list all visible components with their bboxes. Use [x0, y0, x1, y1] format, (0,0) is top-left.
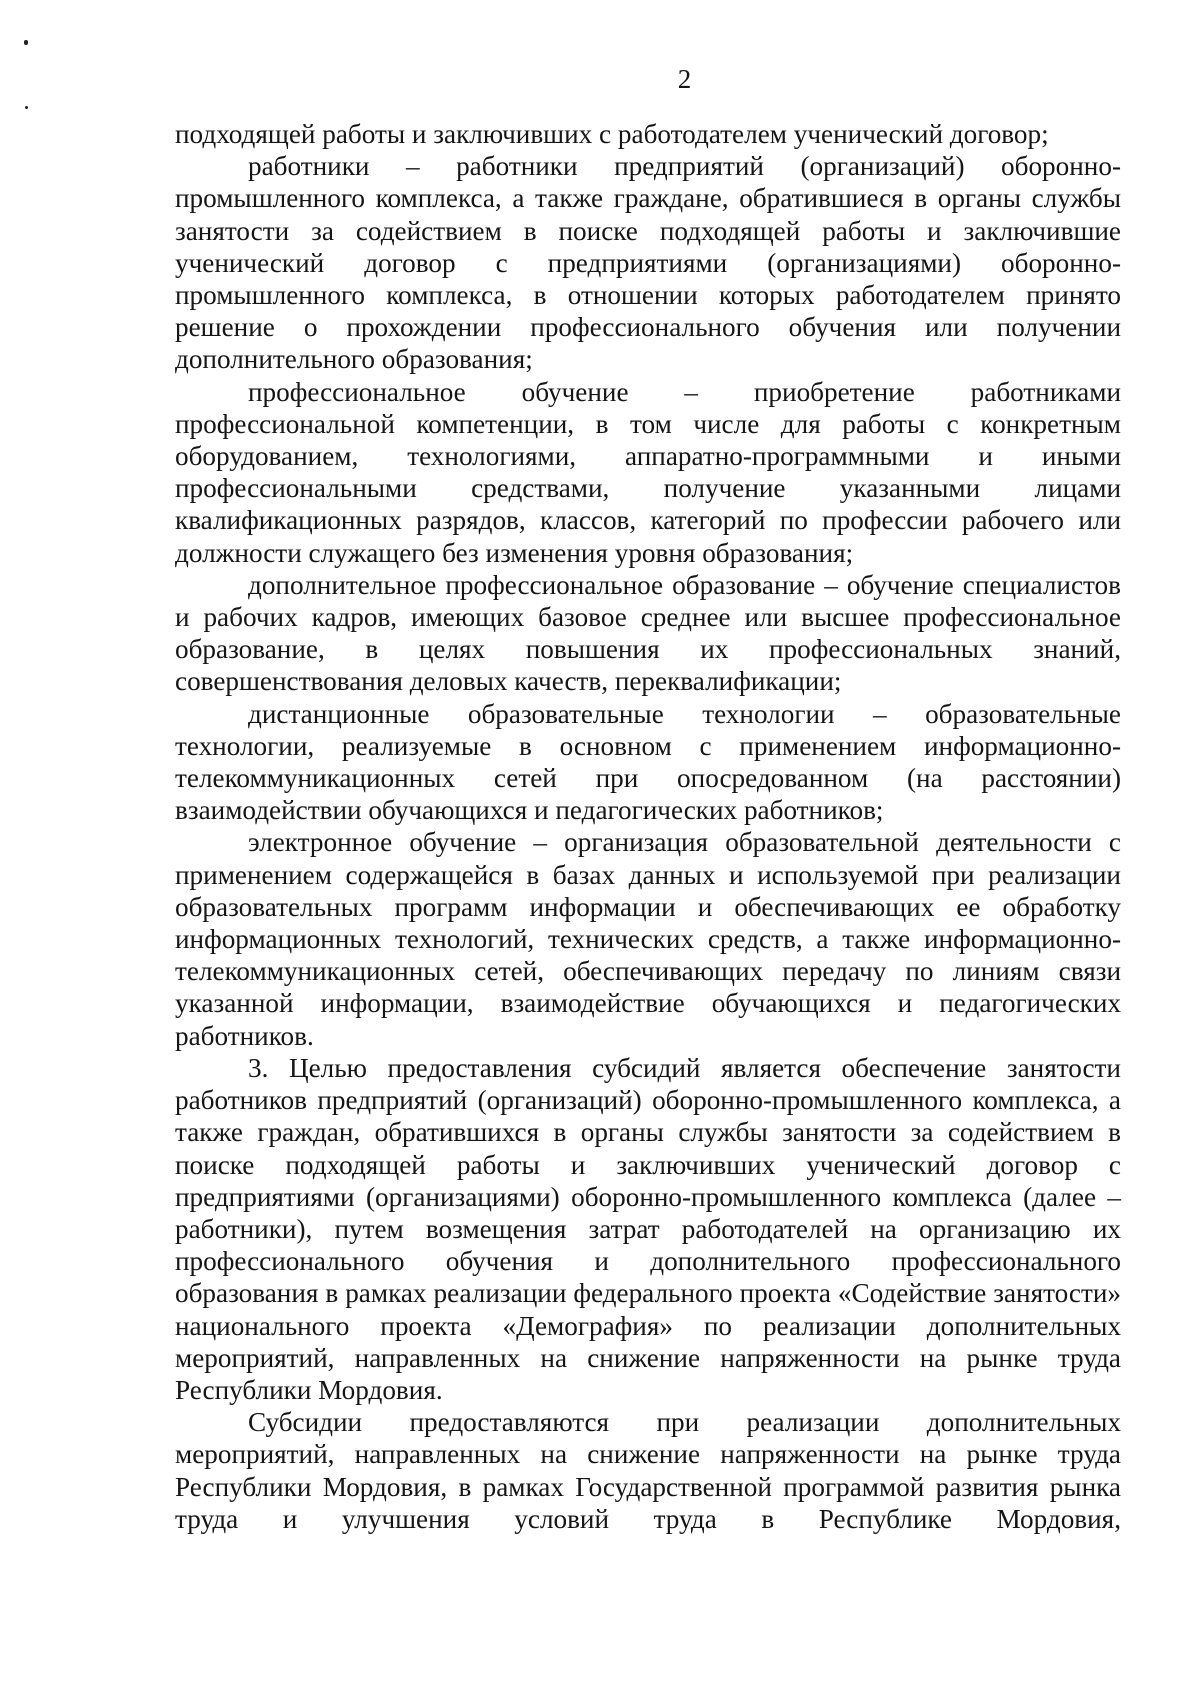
definition-additional-education: дополнительное профессиональное образование – обучение специалистов и рабочих кадров, имеющих базовое среднее или высшее профессиональное образование, в целях повышения их профессиональных знаний, совершенствования деловых качеств, переквалификации; — [175, 569, 1121, 697]
scan-speck — [25, 106, 28, 109]
page-number: 2 — [677, 64, 692, 94]
paragraph-subsidy-conditions: Субсидии предоставляются при реализации дополнительных мероприятий, направленных на снижение напряженности на рынке труда Республики Мордовия, в рамках Государственной программой развития рынка труда и улучшения условий труда в Республике Мордовия, — [175, 1407, 1121, 1534]
definition-professional-training: профессиональное обучение – приобретение работниками профессиональной компетенции, в том числе для работы с конкретным оборудованием, технологиями, аппаратно-программными и иными профессиональными средствами, получение указанными лицами квалификационных разрядов, классов, категорий по профессии рабочего или должности служащего без изменения уровня образования; — [175, 376, 1121, 568]
paragraph-subsidy-purpose: 3. Целью предоставления субсидий является обеспечение занятости работников предприятий (организаций) оборонно-промышленного комплекса, а также граждан, обратившихся в органы службы занятости за содействием в поиске подходящей работы и заключивших ученический договор с предприятиями (организациями) оборонно-промышленного комплекса (далее – работники), путем возмещения затрат работодателей на организацию их профессионального обучения и дополнительного профессионального образования в рамках реализации федерального проекта «Содействие занятости» национального проекта «Демография» по реализации дополнительных мероприятий, направленных на снижение напряженности на рынке труда Республики Мордовия. — [175, 1052, 1121, 1405]
document-body — [175, 118, 1121, 1535]
definition-workers: работники – работники предприятий (организаций) оборонно-промышленного комплекса, а также граждане, обратившиеся в органы службы занятости за содействием в поиске подходящей работы и заключившие ученический договор с предприятиями (организациями) оборонно-промышленного комплекса, в отношении которых работодателем принято решение о прохождении профессионального обучения или получении дополнительного образования; — [175, 151, 1121, 375]
definition-distance-technologies: дистанционные образовательные технологии – образовательные технологии, реализуемые в основном с применением информационно-телекоммуникационных сетей при опосредованном (на расстоянии) взаимодействии обучающихся и педагогических работников; — [175, 698, 1121, 826]
scan-speck — [24, 40, 28, 45]
paragraph-continuation: подходящей работы и заключивших с работодателем ученический договор; — [175, 119, 1049, 149]
definition-e-learning: электронное обучение – организация образовательной деятельности с применением содержащейся в базах данных и используемой при реализации образовательных программ информации и обеспечивающих ее обработку информационных технологий, технических средств, а также информационно-телекоммуникационных сетей, обеспечивающих передачу по линиям связи указанной информации, взаимодействие обучающихся и педагогических работников. — [175, 827, 1121, 1051]
